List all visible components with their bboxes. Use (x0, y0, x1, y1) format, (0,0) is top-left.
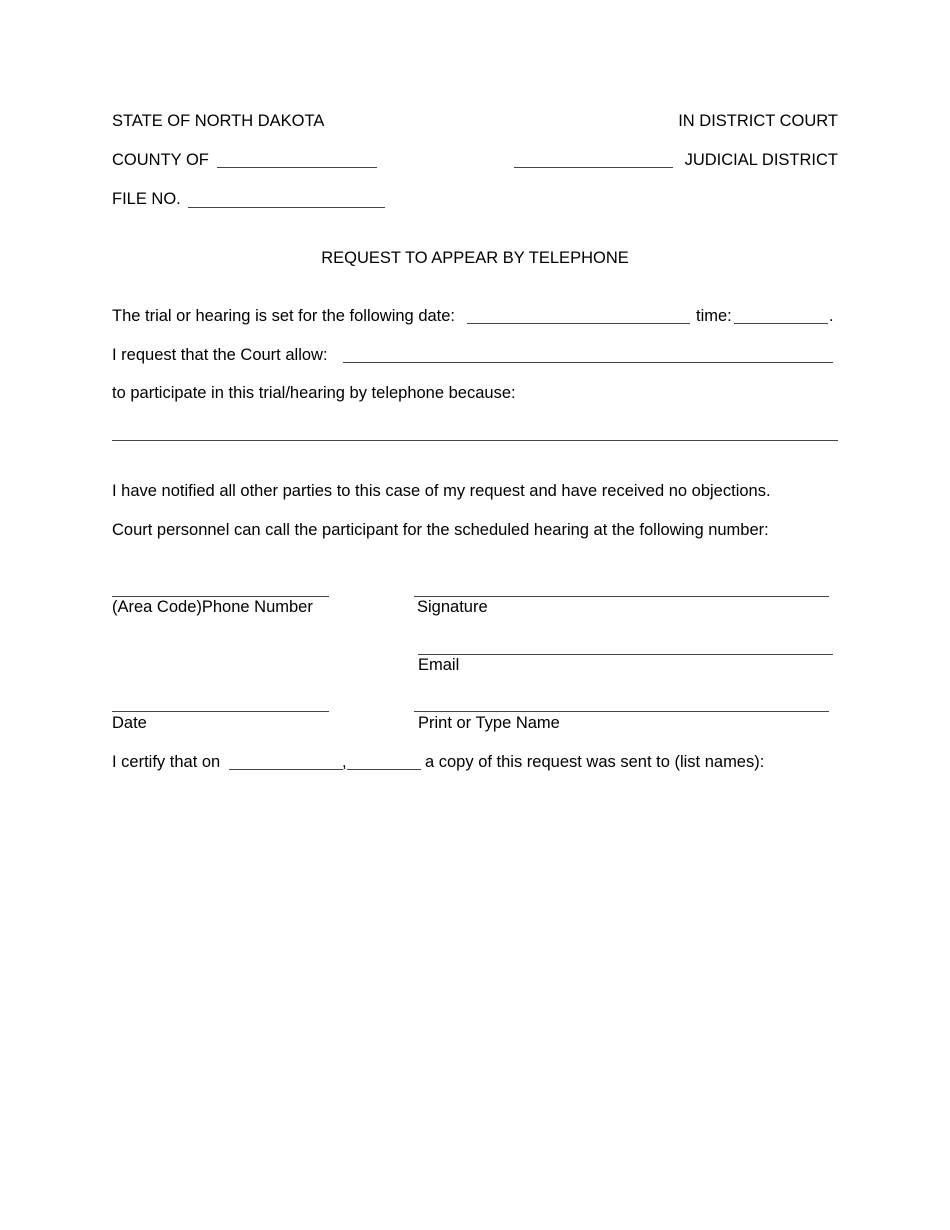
county-label: COUNTY OF (112, 151, 209, 169)
signature-label: Signature (417, 598, 488, 616)
certify-prefix: I certify that on (112, 753, 221, 771)
certify-date-field[interactable] (229, 769, 343, 770)
county-field[interactable] (217, 167, 377, 168)
page-title: REQUEST TO APPEAR BY TELEPHONE (321, 249, 629, 267)
court-label: IN DISTRICT COURT (678, 112, 838, 130)
email-field[interactable] (418, 654, 833, 655)
name-field[interactable] (414, 711, 829, 712)
state-label: STATE OF NORTH DAKOTA (112, 112, 325, 130)
certify-year-field[interactable] (347, 769, 421, 770)
request-label: I request that the Court allow: (112, 346, 328, 364)
personnel-statement: Court personnel can call the participant for the scheduled hearing at the following number: (112, 521, 769, 539)
date-label: Date (112, 714, 147, 732)
email-label: Email (418, 656, 460, 674)
hearing-date-label: The trial or hearing is set for the following date: (112, 307, 456, 325)
participant-field[interactable] (343, 362, 833, 363)
file-no-field[interactable] (188, 207, 385, 208)
certify-comma: , (342, 753, 347, 771)
notified-statement: I have notified all other parties to this case of my request and have received no objections. (112, 482, 771, 500)
phone-label: (Area Code)Phone Number (112, 598, 313, 616)
district-label: JUDICIAL DISTRICT (684, 151, 838, 169)
hearing-time-label: time: (696, 307, 732, 325)
period: . (829, 307, 834, 325)
district-field[interactable] (514, 167, 673, 168)
because-label: to participate in this trial/hearing by telephone because: (112, 384, 516, 402)
name-label: Print or Type Name (418, 714, 560, 732)
date-field[interactable] (112, 711, 329, 712)
certify-suffix: a copy of this request was sent to (list names): (425, 753, 765, 771)
file-no-label: FILE NO. (112, 190, 181, 208)
reason-field[interactable] (112, 440, 838, 441)
hearing-date-field[interactable] (467, 323, 690, 324)
hearing-time-field[interactable] (734, 323, 828, 324)
